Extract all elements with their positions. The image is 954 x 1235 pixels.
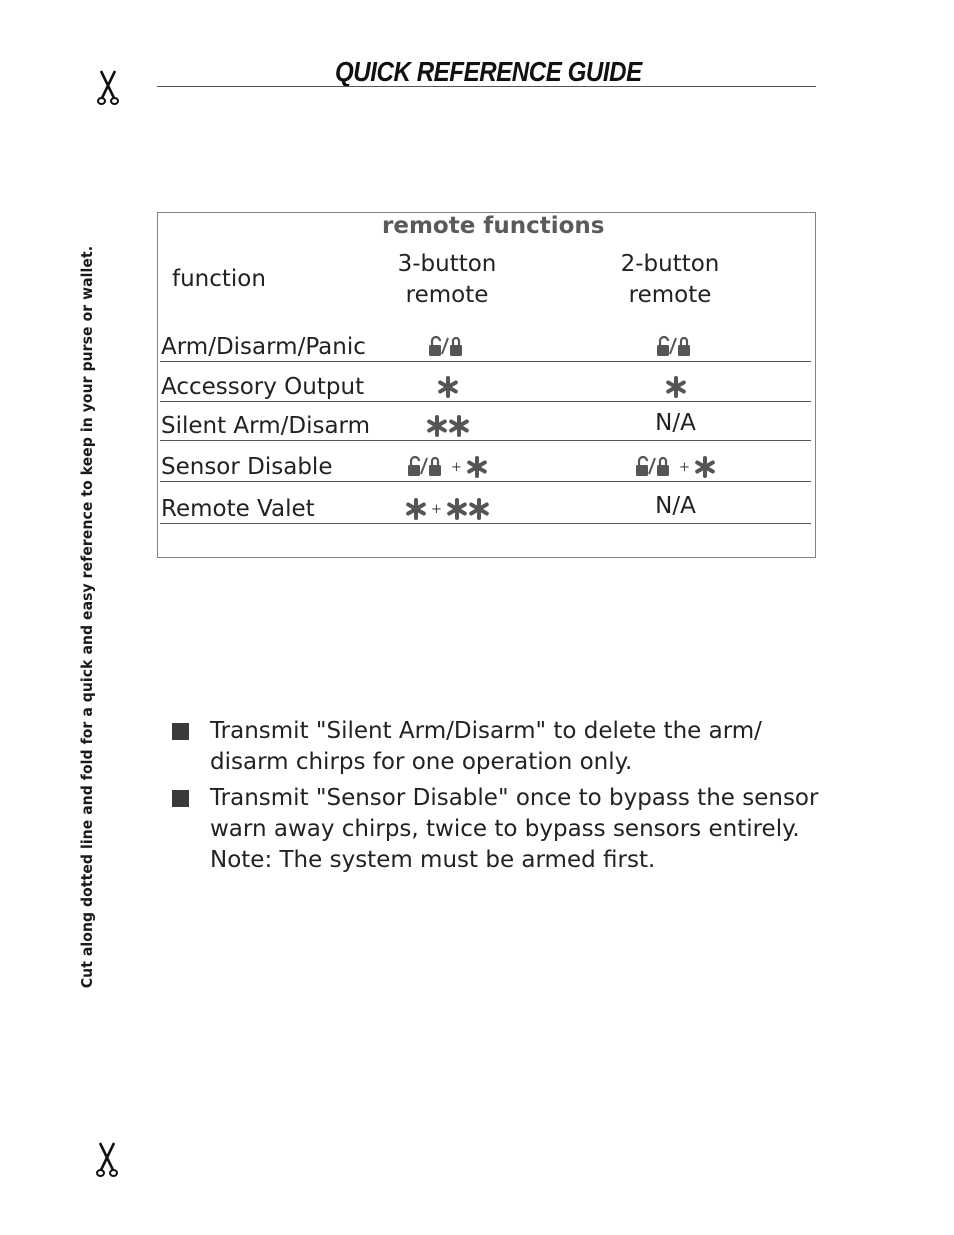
- button-combo-three: [390, 490, 505, 520]
- plus-sign: +: [451, 460, 462, 475]
- function-label: Accessory Output: [161, 374, 365, 400]
- bullet-square-icon: [172, 790, 189, 807]
- button-combo-three: [390, 448, 505, 478]
- table-row: [160, 400, 811, 441]
- button-combo-three: [390, 368, 505, 398]
- lock-unlock-icon: [407, 454, 447, 478]
- button-combo-two: [618, 407, 733, 437]
- table-row: [160, 441, 811, 482]
- note-text: Transmit "Sensor Disable" once to bypass the sensor warn away chirps, twice to bypass sensors entirely. Note: The system must be armed first.: [210, 785, 819, 873]
- list-item: [172, 716, 822, 778]
- star-icon: [694, 456, 716, 478]
- note-text: Transmit "Silent Arm/Disarm" to delete the arm/ disarm chirps for one operation only.: [210, 718, 762, 775]
- button-combo-two: [618, 448, 733, 478]
- function-label: Silent Arm/Disarm: [161, 413, 371, 439]
- cut-instruction: Cut along dotted line and fold for a quick and easy reference to keep in your purse or wallet.: [78, 245, 96, 989]
- star-icon: [446, 498, 468, 520]
- plus-sign: +: [431, 502, 442, 517]
- column-header-3-button: 3-button remote: [397, 251, 497, 308]
- table-title: remote functions: [382, 213, 605, 239]
- function-label: Remote Valet: [161, 496, 315, 522]
- table-row: [160, 483, 811, 524]
- button-combo-two: [618, 368, 733, 398]
- star-icon: [665, 376, 687, 398]
- star-icon: [437, 376, 459, 398]
- button-combo-two: [618, 328, 733, 358]
- scissors-icon: [94, 1140, 120, 1178]
- lock-unlock-icon: [656, 334, 696, 358]
- star-icon: [468, 498, 490, 520]
- not-available-text: N/A: [655, 493, 696, 519]
- column-header-2-button: 2-button remote: [620, 251, 720, 308]
- button-combo-three: [390, 328, 505, 358]
- list-item: [172, 783, 822, 876]
- scissors-icon: [95, 68, 121, 106]
- button-combo-three: [390, 407, 505, 437]
- button-combo-two: [618, 490, 733, 520]
- page-title: QUICK REFERENCE GUIDE: [335, 56, 642, 87]
- plus-sign: +: [679, 460, 690, 475]
- star-icon: [466, 456, 488, 478]
- function-label: Sensor Disable: [161, 454, 333, 480]
- star-icon: [448, 415, 470, 437]
- lock-unlock-icon: [635, 454, 675, 478]
- header-rule: [157, 86, 816, 87]
- function-label: Arm/Disarm/Panic: [161, 334, 366, 360]
- not-available-text: N/A: [655, 410, 696, 436]
- bullet-square-icon: [172, 723, 189, 740]
- table-row: [160, 361, 811, 402]
- table-row: [160, 321, 811, 362]
- column-header-function: function: [172, 266, 266, 292]
- lock-unlock-icon: [428, 334, 468, 358]
- notes-list: [172, 716, 822, 881]
- star-icon: [405, 498, 427, 520]
- star-icon: [426, 415, 448, 437]
